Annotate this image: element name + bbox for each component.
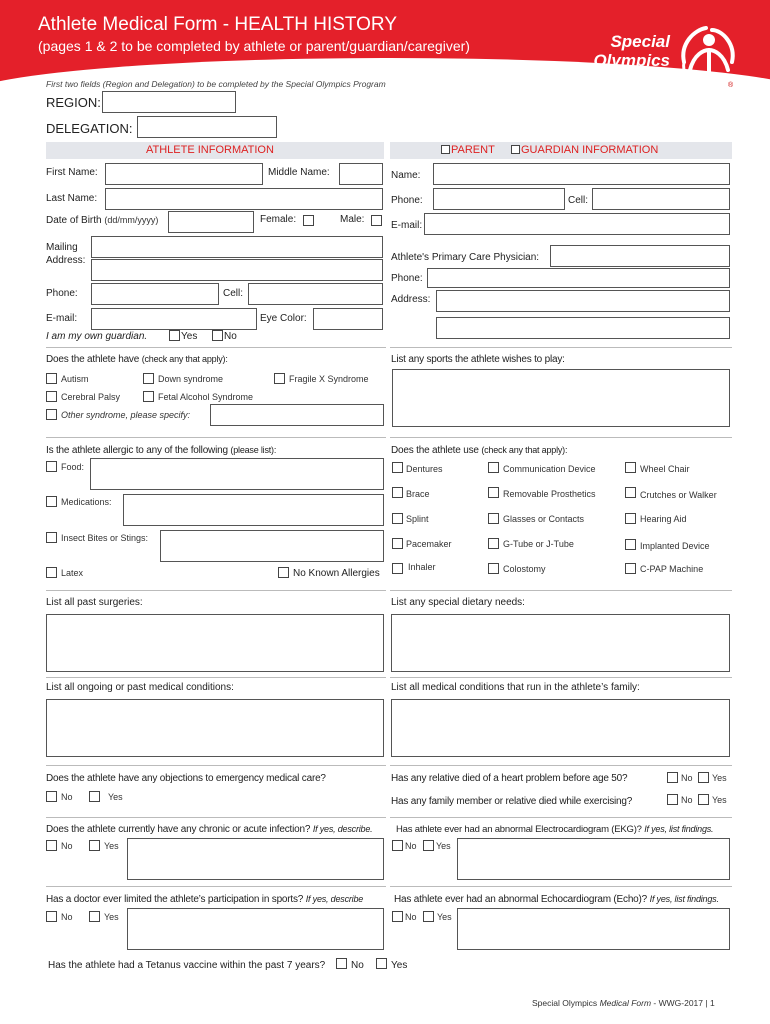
- guardian-phone-label: Phone:: [391, 195, 423, 206]
- other-syndrome-input[interactable]: [210, 404, 384, 426]
- surgeries-input[interactable]: [46, 614, 384, 672]
- fragile-x-label: Fragile X Syndrome: [289, 374, 369, 384]
- family-input[interactable]: [391, 699, 730, 757]
- athlete-cell-input[interactable]: [248, 283, 383, 305]
- colostomy-checkbox[interactable]: [488, 563, 499, 574]
- middle-name-label: Middle Name:: [268, 167, 330, 178]
- divider: [46, 765, 386, 766]
- tetanus-question: Has the athlete had a Tetanus vaccine within the past 7 years?: [48, 960, 326, 971]
- physician-address-label: Address:: [391, 294, 431, 305]
- exercising-yes-checkbox[interactable]: [698, 794, 709, 805]
- footer: Special Olympics Medical Form - WWG-2017 | 1: [532, 998, 715, 1008]
- middle-name-input[interactable]: [339, 163, 383, 185]
- inhaler-label: Inhaler: [408, 562, 436, 572]
- form-subtitle: (pages 1 & 2 to be completed by athlete or parent/guardian/caregiver): [38, 38, 470, 54]
- divider: [46, 677, 386, 678]
- dietary-input[interactable]: [391, 614, 730, 672]
- sports-input[interactable]: [392, 369, 730, 427]
- divider: [46, 347, 386, 348]
- cerebral-palsy-label: Cerebral Palsy: [61, 392, 121, 402]
- infection-no-checkbox[interactable]: [46, 840, 57, 851]
- physician-address-line2[interactable]: [436, 317, 730, 339]
- own-guardian-no-checkbox[interactable]: [212, 330, 223, 341]
- athlete-phone-input[interactable]: [91, 283, 219, 305]
- divider: [46, 886, 386, 887]
- athlete-info-heading: ATHLETE INFORMATION: [146, 144, 274, 156]
- athlete-cell-label: Cell:: [223, 288, 244, 299]
- communication-checkbox[interactable]: [488, 462, 499, 473]
- dietary-label: List any special dietary needs:: [391, 597, 525, 608]
- wheelchair-checkbox[interactable]: [625, 462, 636, 473]
- insect-checkbox[interactable]: [46, 532, 57, 543]
- dentures-label: Dentures: [406, 464, 443, 474]
- ekg-no-label: No: [405, 841, 417, 851]
- infection-question: Does the athlete currently have any chronic or acute infection? If yes, describe.: [46, 824, 373, 835]
- divider: [390, 817, 732, 818]
- echo-no-checkbox[interactable]: [392, 911, 403, 922]
- glasses-label: Glasses or Contacts: [503, 514, 585, 524]
- address-label: Address:: [46, 255, 86, 266]
- hearing-aid-label: Hearing Aid: [640, 514, 687, 524]
- physician-label: Athlete's Primary Care Physician:: [391, 252, 540, 263]
- form-title: Athlete Medical Form - HEALTH HISTORY: [38, 14, 397, 35]
- no-known-allergies-checkbox[interactable]: [278, 567, 289, 578]
- objections-no-checkbox[interactable]: [46, 791, 57, 802]
- athlete-email-input[interactable]: [91, 308, 257, 330]
- divider: [390, 590, 732, 591]
- cpap-checkbox[interactable]: [625, 563, 636, 574]
- guardian-name-input[interactable]: [433, 163, 730, 185]
- guardian-name-label: Name:: [391, 170, 421, 181]
- guardian-checkbox[interactable]: [511, 145, 520, 154]
- communication-label: Communication Device: [503, 464, 596, 474]
- divider: [390, 347, 732, 348]
- conditions-question: Does the athlete have (check any that apply):: [46, 354, 228, 365]
- prosthetics-label: Removable Prosthetics: [503, 489, 596, 499]
- divider: [46, 437, 386, 438]
- own-guardian-yes-label: Yes: [181, 331, 198, 342]
- guardian-email-input[interactable]: [424, 213, 730, 235]
- glasses-checkbox[interactable]: [488, 513, 499, 524]
- tetanus-no-checkbox[interactable]: [336, 958, 347, 969]
- food-input[interactable]: [90, 458, 384, 490]
- divider: [390, 437, 732, 438]
- dob-label: Date of Birth (dd/mm/yyyy): [46, 215, 159, 226]
- gtube-checkbox[interactable]: [488, 538, 499, 549]
- food-checkbox[interactable]: [46, 461, 57, 472]
- exercising-no-checkbox[interactable]: [667, 794, 678, 805]
- exercising-yes-label: Yes: [712, 795, 727, 805]
- divider: [46, 590, 386, 591]
- infection-input[interactable]: [127, 838, 384, 880]
- heart-question: Has any relative died of a heart problem before age 50?: [391, 773, 628, 784]
- tetanus-no-label: No: [351, 960, 364, 971]
- ekg-yes-checkbox[interactable]: [423, 840, 434, 851]
- implanted-label: Implanted Device: [640, 541, 710, 551]
- own-guardian-label: I am my own guardian.: [46, 331, 148, 342]
- delegation-label: DELEGATION:: [46, 121, 133, 136]
- medications-input[interactable]: [123, 494, 384, 526]
- exercising-no-label: No: [681, 795, 693, 805]
- female-label: Female:: [260, 214, 297, 225]
- surgeries-label: List all past surgeries:: [46, 597, 143, 608]
- brace-checkbox[interactable]: [392, 487, 403, 498]
- limited-input[interactable]: [127, 908, 384, 950]
- medications-label: Medications:: [61, 497, 112, 507]
- dob-input[interactable]: [168, 211, 254, 233]
- own-guardian-no-label: No: [224, 331, 237, 342]
- special-olympics-logo-icon: [676, 24, 740, 88]
- own-guardian-yes-checkbox[interactable]: [169, 330, 180, 341]
- latex-label: Latex: [61, 568, 84, 578]
- family-label: List all medical conditions that run in the athlete’s family:: [391, 682, 640, 693]
- autism-checkbox[interactable]: [46, 373, 57, 384]
- eye-color-label: Eye Color:: [260, 313, 307, 324]
- mailing-address-line1[interactable]: [91, 236, 383, 258]
- echo-yes-checkbox[interactable]: [423, 911, 434, 922]
- down-syndrome-label: Down syndrome: [158, 374, 224, 384]
- ongoing-label: List all ongoing or past medical conditions:: [46, 682, 234, 693]
- implanted-checkbox[interactable]: [625, 539, 636, 550]
- other-syndrome-checkbox[interactable]: [46, 409, 57, 420]
- ongoing-input[interactable]: [46, 699, 384, 757]
- objections-yes-label: Yes: [108, 792, 123, 802]
- insect-input[interactable]: [160, 530, 384, 562]
- heart-yes-checkbox[interactable]: [698, 772, 709, 783]
- physician-input[interactable]: [550, 245, 730, 267]
- cerebral-palsy-checkbox[interactable]: [46, 391, 57, 402]
- prosthetics-checkbox[interactable]: [488, 487, 499, 498]
- divider: [46, 817, 386, 818]
- mailing-address-line2[interactable]: [91, 259, 383, 281]
- splint-label: Splint: [406, 514, 429, 524]
- region-label: REGION:: [46, 95, 101, 110]
- female-checkbox[interactable]: [303, 215, 314, 226]
- echo-question: Has athlete ever had an abnormal Echocardiogram (Echo)? If yes, list findings.: [394, 894, 719, 905]
- heart-no-checkbox[interactable]: [667, 772, 678, 783]
- logo-wordmark: Special Olympics: [593, 32, 670, 70]
- heart-no-label: No: [681, 773, 693, 783]
- pacemaker-checkbox[interactable]: [392, 538, 403, 549]
- echo-no-label: No: [405, 912, 417, 922]
- echo-yes-label: Yes: [437, 912, 452, 922]
- objections-yes-checkbox[interactable]: [89, 791, 100, 802]
- pacemaker-label: Pacemaker: [406, 539, 452, 549]
- fetal-alcohol-checkbox[interactable]: [143, 391, 154, 402]
- limited-no-checkbox[interactable]: [46, 911, 57, 922]
- autism-label: Autism: [61, 374, 89, 384]
- parent-label: PARENT: [451, 144, 495, 156]
- physician-address-line1[interactable]: [436, 290, 730, 312]
- guardian-phone-input[interactable]: [433, 188, 565, 210]
- region-input[interactable]: [102, 91, 236, 113]
- limited-yes-label: Yes: [104, 912, 119, 922]
- athlete-email-label: E-mail:: [46, 313, 78, 324]
- eye-color-input[interactable]: [313, 308, 383, 330]
- inhaler-checkbox[interactable]: [392, 563, 403, 574]
- male-label: Male:: [340, 214, 365, 225]
- registered-mark: ®: [728, 82, 734, 89]
- hearing-aid-checkbox[interactable]: [625, 513, 636, 524]
- parent-checkbox[interactable]: [441, 145, 450, 154]
- first-name-label: First Name:: [46, 167, 98, 178]
- infection-yes-label: Yes: [104, 841, 119, 851]
- ekg-question: Has athlete ever had an abnormal Electrocardiogram (EKG)? If yes, list findings.: [396, 824, 714, 835]
- gtube-label: G-Tube or J-Tube: [503, 539, 574, 549]
- objections-no-label: No: [61, 792, 73, 802]
- splint-checkbox[interactable]: [392, 513, 403, 524]
- crutches-label: Crutches or Walker: [640, 490, 717, 500]
- limited-yes-checkbox[interactable]: [89, 911, 100, 922]
- last-name-input[interactable]: [105, 188, 383, 210]
- other-syndrome-label: Other syndrome, please specify:: [61, 410, 191, 420]
- colostomy-label: Colostomy: [503, 564, 546, 574]
- guardian-cell-label: Cell:: [568, 195, 589, 206]
- program-note: First two fields (Region and Delegation) to be completed by the Special Olympics Program: [46, 79, 386, 89]
- mailing-label: Mailing: [46, 242, 78, 253]
- food-label: Food:: [61, 462, 85, 472]
- ekg-no-checkbox[interactable]: [392, 840, 403, 851]
- limited-question: Has a doctor ever limited the athlete’s participation in sports? If yes, describe: [46, 894, 364, 905]
- divider: [390, 765, 732, 766]
- ekg-yes-label: Yes: [436, 841, 451, 851]
- devices-question: Does the athlete use (check any that apply):: [391, 445, 568, 456]
- echo-input[interactable]: [457, 908, 730, 950]
- tetanus-yes-checkbox[interactable]: [376, 958, 387, 969]
- guardian-email-label: E-mail:: [391, 220, 423, 231]
- male-checkbox[interactable]: [371, 215, 382, 226]
- infection-no-label: No: [61, 841, 73, 851]
- physician-phone-label: Phone:: [391, 273, 423, 284]
- infection-yes-checkbox[interactable]: [89, 840, 100, 851]
- dentures-checkbox[interactable]: [392, 462, 403, 473]
- crutches-checkbox[interactable]: [625, 487, 636, 498]
- down-syndrome-checkbox[interactable]: [143, 373, 154, 384]
- latex-checkbox[interactable]: [46, 567, 57, 578]
- cpap-label: C-PAP Machine: [640, 564, 704, 574]
- heart-yes-label: Yes: [712, 773, 727, 783]
- brace-label: Brace: [406, 489, 430, 499]
- athlete-phone-label: Phone:: [46, 288, 78, 299]
- physician-phone-input[interactable]: [427, 268, 730, 288]
- no-known-allergies-label: No Known Allergies: [293, 568, 380, 579]
- wheelchair-label: Wheel Chair: [640, 464, 690, 474]
- fetal-alcohol-label: Fetal Alcohol Syndrome: [158, 392, 254, 402]
- tetanus-yes-label: Yes: [391, 960, 408, 971]
- delegation-input[interactable]: [137, 116, 277, 138]
- sports-question: List any sports the athlete wishes to play:: [391, 354, 565, 365]
- fragile-x-checkbox[interactable]: [274, 373, 285, 384]
- exercising-question: Has any family member or relative died while exercising?: [391, 796, 633, 807]
- insect-label: Insect Bites or Stings:: [61, 533, 149, 543]
- guardian-label: GUARDIAN INFORMATION: [521, 144, 659, 156]
- guardian-cell-input[interactable]: [592, 188, 730, 210]
- ekg-input[interactable]: [457, 838, 730, 880]
- first-name-input[interactable]: [105, 163, 263, 185]
- divider: [390, 886, 732, 887]
- medications-checkbox[interactable]: [46, 496, 57, 507]
- limited-no-label: No: [61, 912, 73, 922]
- allergies-question: Is the athlete allergic to any of the following (please list):: [46, 445, 277, 456]
- last-name-label: Last Name:: [46, 193, 98, 204]
- divider: [390, 677, 732, 678]
- objections-question: Does the athlete have any objections to emergency medical care?: [46, 773, 326, 784]
